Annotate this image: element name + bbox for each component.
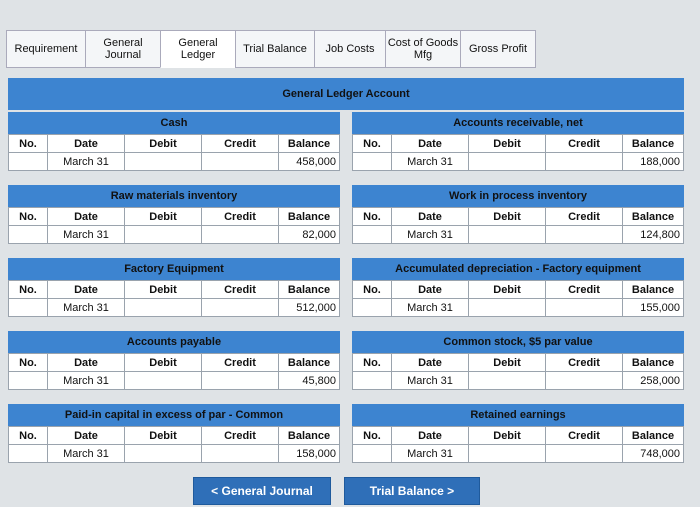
no-cell[interactable]	[9, 299, 48, 317]
table-row	[353, 372, 684, 390]
credit-cell[interactable]	[202, 153, 279, 171]
col-balance: Balance	[623, 135, 684, 153]
credit-cell[interactable]	[546, 372, 623, 390]
debit-cell[interactable]	[125, 299, 202, 317]
debit-cell[interactable]	[125, 372, 202, 390]
tab-bar	[6, 30, 535, 68]
tab-trial-balance[interactable]: Trial Balance	[235, 30, 315, 68]
col-balance: Balance	[279, 208, 340, 226]
tab-job-costs[interactable]: Job Costs	[314, 30, 386, 68]
balance-cell: 158,000	[279, 445, 340, 463]
no-cell[interactable]	[353, 153, 392, 171]
col-no: No.	[353, 281, 392, 299]
col-date: Date	[48, 281, 125, 299]
credit-cell[interactable]	[546, 299, 623, 317]
date-cell: March 31	[392, 372, 469, 390]
ledger-table	[8, 426, 340, 463]
col-debit: Debit	[125, 208, 202, 226]
balance-cell: 45,800	[279, 372, 340, 390]
col-no: No.	[9, 208, 48, 226]
account-name: Accounts receivable, net	[352, 112, 684, 134]
account-name: Retained earnings	[352, 404, 684, 426]
no-cell[interactable]	[353, 299, 392, 317]
date-cell: March 31	[392, 445, 469, 463]
col-credit: Credit	[546, 354, 623, 372]
credit-cell[interactable]	[546, 226, 623, 244]
tab-general-ledger[interactable]: General Ledger	[160, 30, 236, 68]
col-date: Date	[392, 427, 469, 445]
credit-cell[interactable]	[546, 153, 623, 171]
table-row	[353, 153, 684, 171]
debit-cell[interactable]	[125, 445, 202, 463]
balance-cell: 155,000	[623, 299, 684, 317]
no-cell[interactable]	[353, 445, 392, 463]
ledger-account	[352, 404, 684, 466]
col-credit: Credit	[202, 427, 279, 445]
col-no: No.	[353, 135, 392, 153]
col-balance: Balance	[279, 281, 340, 299]
table-row	[9, 153, 340, 171]
col-no: No.	[9, 354, 48, 372]
col-debit: Debit	[125, 354, 202, 372]
account-name: Accumulated depreciation - Factory equipment	[352, 258, 684, 280]
account-name: Factory Equipment	[8, 258, 340, 280]
date-cell: March 31	[392, 153, 469, 171]
col-balance: Balance	[279, 354, 340, 372]
tab-gross-profit[interactable]: Gross Profit	[460, 30, 536, 68]
col-date: Date	[392, 135, 469, 153]
table-row	[353, 445, 684, 463]
col-debit: Debit	[469, 354, 546, 372]
col-date: Date	[392, 354, 469, 372]
ledger-account	[8, 112, 340, 174]
col-date: Date	[392, 281, 469, 299]
ledger-table	[352, 280, 684, 317]
account-name: Work in process inventory	[352, 185, 684, 207]
col-no: No.	[9, 281, 48, 299]
col-credit: Credit	[202, 354, 279, 372]
col-credit: Credit	[202, 208, 279, 226]
ledger-account	[8, 258, 340, 320]
col-debit: Debit	[469, 427, 546, 445]
tab-requirement[interactable]: Requirement	[6, 30, 86, 68]
date-cell: March 31	[392, 299, 469, 317]
ledger-table	[8, 353, 340, 390]
col-balance: Balance	[279, 135, 340, 153]
debit-cell[interactable]	[469, 226, 546, 244]
table-row	[9, 299, 340, 317]
col-date: Date	[392, 208, 469, 226]
debit-cell[interactable]	[469, 299, 546, 317]
ledger-table	[352, 426, 684, 463]
balance-cell: 124,800	[623, 226, 684, 244]
col-balance: Balance	[623, 208, 684, 226]
col-date: Date	[48, 354, 125, 372]
date-cell: March 31	[48, 372, 125, 390]
col-date: Date	[48, 135, 125, 153]
table-row	[9, 445, 340, 463]
account-name: Common stock, $5 par value	[352, 331, 684, 353]
col-credit: Credit	[546, 427, 623, 445]
no-cell[interactable]	[9, 445, 48, 463]
credit-cell[interactable]	[202, 299, 279, 317]
debit-cell[interactable]	[469, 445, 546, 463]
col-balance: Balance	[623, 427, 684, 445]
table-row	[9, 372, 340, 390]
date-cell: March 31	[392, 226, 469, 244]
col-no: No.	[9, 135, 48, 153]
tab-cost-of-goods-mfg[interactable]: Cost of Goods Mfg	[385, 30, 461, 68]
col-balance: Balance	[623, 281, 684, 299]
prev-general-journal-button[interactable]: < General Journal	[193, 477, 331, 505]
date-cell: March 31	[48, 299, 125, 317]
ledger-table	[8, 280, 340, 317]
table-row	[353, 226, 684, 244]
ledger-table	[352, 207, 684, 244]
credit-cell[interactable]	[202, 445, 279, 463]
balance-cell: 748,000	[623, 445, 684, 463]
table-row	[9, 226, 340, 244]
col-balance: Balance	[279, 427, 340, 445]
debit-cell[interactable]	[469, 372, 546, 390]
col-debit: Debit	[469, 208, 546, 226]
account-name: Paid-in capital in excess of par - Common	[8, 404, 340, 426]
ledger-account	[352, 258, 684, 320]
col-credit: Credit	[202, 281, 279, 299]
col-credit: Credit	[546, 135, 623, 153]
balance-cell: 512,000	[279, 299, 340, 317]
ledger-table	[8, 207, 340, 244]
col-no: No.	[353, 427, 392, 445]
credit-cell[interactable]	[546, 445, 623, 463]
col-no: No.	[9, 427, 48, 445]
balance-cell: 458,000	[279, 153, 340, 171]
account-name: Raw materials inventory	[8, 185, 340, 207]
debit-cell[interactable]	[125, 226, 202, 244]
col-debit: Debit	[469, 135, 546, 153]
ledger-account	[8, 331, 340, 393]
ledger-account	[8, 404, 340, 466]
col-credit: Credit	[202, 135, 279, 153]
ledger-table	[352, 353, 684, 390]
col-date: Date	[48, 208, 125, 226]
col-no: No.	[353, 208, 392, 226]
credit-cell[interactable]	[202, 372, 279, 390]
tab-general-journal[interactable]: General Journal	[85, 30, 161, 68]
col-debit: Debit	[469, 281, 546, 299]
credit-cell[interactable]	[202, 226, 279, 244]
no-cell[interactable]	[9, 226, 48, 244]
balance-cell: 258,000	[623, 372, 684, 390]
col-debit: Debit	[125, 427, 202, 445]
no-cell[interactable]	[353, 226, 392, 244]
col-credit: Credit	[546, 281, 623, 299]
ledger-account	[352, 185, 684, 247]
col-debit: Debit	[125, 135, 202, 153]
balance-cell: 188,000	[623, 153, 684, 171]
col-no: No.	[353, 354, 392, 372]
account-name: Accounts payable	[8, 331, 340, 353]
col-credit: Credit	[546, 208, 623, 226]
ledger-account	[8, 185, 340, 247]
date-cell: March 31	[48, 153, 125, 171]
no-cell[interactable]	[9, 372, 48, 390]
account-name: Cash	[8, 112, 340, 134]
next-trial-balance-button[interactable]: Trial Balance >	[344, 477, 480, 505]
ledger-table	[8, 134, 340, 171]
table-row	[353, 299, 684, 317]
date-cell: March 31	[48, 445, 125, 463]
debit-cell[interactable]	[125, 153, 202, 171]
col-date: Date	[48, 427, 125, 445]
ledger-account	[352, 112, 684, 174]
debit-cell[interactable]	[469, 153, 546, 171]
no-cell[interactable]	[9, 153, 48, 171]
col-debit: Debit	[125, 281, 202, 299]
ledger-account	[352, 331, 684, 393]
date-cell: March 31	[48, 226, 125, 244]
ledger-table	[352, 134, 684, 171]
col-balance: Balance	[623, 354, 684, 372]
no-cell[interactable]	[353, 372, 392, 390]
page-title: General Ledger Account	[8, 78, 684, 110]
balance-cell: 82,000	[279, 226, 340, 244]
